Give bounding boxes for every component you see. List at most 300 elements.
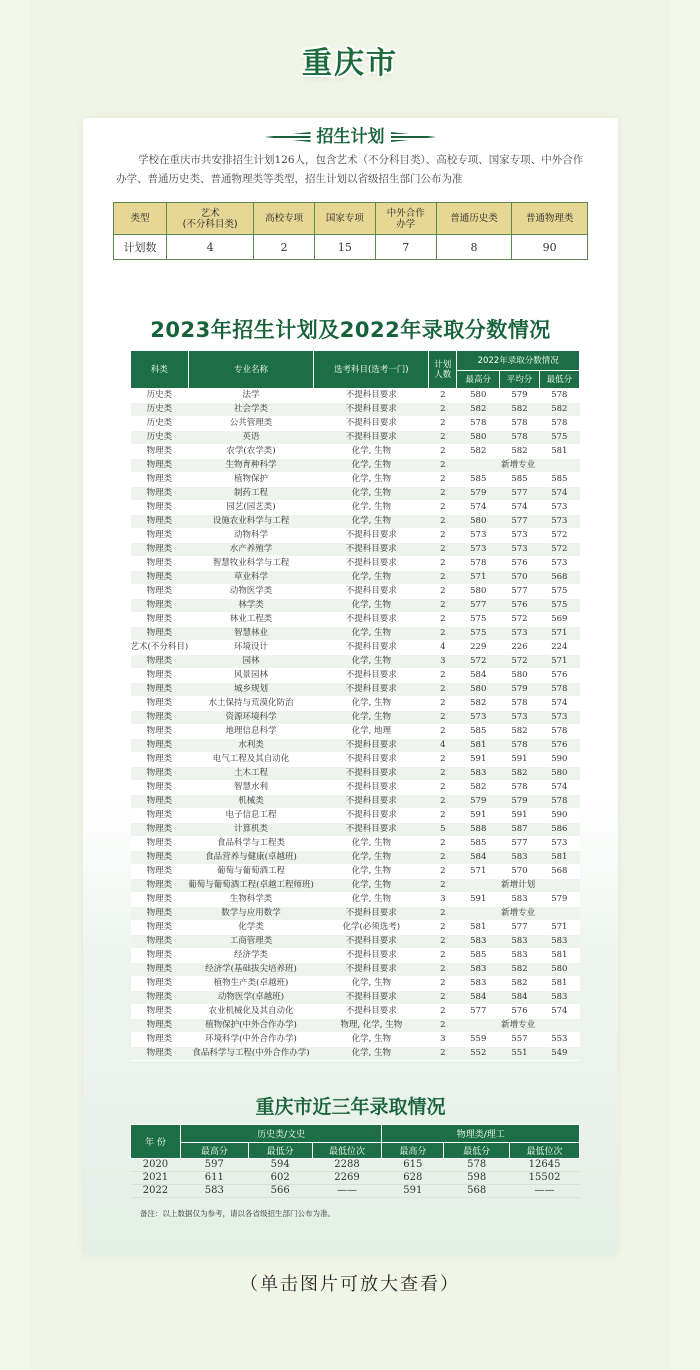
row-subjects: 化学, 生物: [314, 837, 429, 851]
row-max: 580: [457, 585, 500, 599]
plan-section-title: [83, 122, 618, 147]
row-avg: 573: [500, 711, 539, 725]
row-subjects: 不提科目要求: [314, 753, 429, 767]
row-subjects: 不提科目要求: [314, 935, 429, 949]
row-avg: 582: [500, 403, 539, 417]
major-section-title: 2023年招生计划及2022年录取分数情况: [150, 318, 551, 342]
row-plan: 2: [429, 501, 457, 515]
row-category: 物理类: [131, 473, 189, 487]
recent-table: [130, 1124, 580, 1198]
row-avg: 578: [500, 697, 539, 711]
row-max: 573: [457, 529, 500, 543]
row-max: 582: [457, 781, 500, 795]
row-major: 设施农业科学与工程: [188, 515, 314, 529]
row-max: 559: [457, 1033, 500, 1047]
row-category: 物理类: [131, 851, 189, 865]
row-category: 物理类: [131, 697, 189, 711]
row-max: 574: [457, 501, 500, 515]
recent-year: 2022: [131, 1185, 181, 1198]
row-major: 草业科学: [188, 571, 314, 585]
row-major: 植物保护: [188, 473, 314, 487]
row-major: 食品科学与工程类: [188, 837, 314, 851]
row-min: 581: [539, 851, 579, 865]
row-category: 物理类: [131, 627, 189, 641]
row-plan: 2: [429, 753, 457, 767]
recent-value: 578: [444, 1159, 510, 1172]
row-max: 572: [457, 655, 500, 669]
row-avg: 587: [500, 823, 539, 837]
row-major: 土木工程: [188, 767, 314, 781]
row-max: 583: [457, 767, 500, 781]
row-avg: 572: [500, 655, 539, 669]
row-plan: 2: [429, 529, 457, 543]
row-avg: 582: [500, 767, 539, 781]
row-category: 物理类: [131, 963, 189, 977]
row-major: 植物生产类(卓越班): [188, 977, 314, 991]
row-min: 573: [539, 557, 579, 571]
col-subjects: 选考科目(选考一门): [314, 351, 429, 389]
row-avg: 584: [500, 991, 539, 1005]
row-max: 583: [457, 963, 500, 977]
table-row: [131, 851, 580, 865]
row-max: 582: [457, 403, 500, 417]
row-subjects: 不提科目要求: [314, 389, 429, 403]
recent-value: 568: [444, 1185, 510, 1198]
row-plan: 2: [429, 795, 457, 809]
row-major: 环境科学(中外合作办学): [188, 1033, 314, 1047]
row-category: 物理类: [131, 893, 189, 907]
row-max: 577: [457, 1005, 500, 1019]
row-max: 229: [457, 641, 500, 655]
row-avg: 591: [500, 809, 539, 823]
row-major: 机械类: [188, 795, 314, 809]
row-subjects: 化学, 生物: [314, 865, 429, 879]
row-major: 植物保护(中外合作办学): [188, 1019, 314, 1033]
row-major: 葡萄与葡萄酒工程: [188, 865, 314, 879]
row-category: 物理类: [131, 1047, 189, 1061]
row-plan: 2: [429, 669, 457, 683]
row-subjects: 不提科目要求: [314, 991, 429, 1005]
row-subjects: 化学, 生物: [314, 515, 429, 529]
row-major: 智慧牧业科学与工程: [188, 557, 314, 571]
row-plan: 2: [429, 1047, 457, 1061]
plan-header-cell: 普通历史类: [436, 203, 512, 235]
row-avg: 579: [500, 795, 539, 809]
table-row: [131, 403, 580, 417]
row-subjects: 化学, 生物: [314, 655, 429, 669]
col-max: 最高分: [457, 371, 500, 389]
row-avg: 551: [500, 1047, 539, 1061]
recent-value: 594: [248, 1159, 312, 1172]
row-min: 585: [539, 473, 579, 487]
row-subjects: 化学, 生物: [314, 711, 429, 725]
row-min: 574: [539, 781, 579, 795]
row-plan: 2: [429, 487, 457, 501]
row-category: 物理类: [131, 935, 189, 949]
recent-value: 602: [248, 1172, 312, 1185]
row-max: 585: [457, 949, 500, 963]
row-min: 553: [539, 1033, 579, 1047]
row-min: 581: [539, 977, 579, 991]
row-subjects: 化学, 生物: [314, 1033, 429, 1047]
row-max: 571: [457, 865, 500, 879]
plan-row-label: 计划数: [114, 235, 167, 260]
row-max: 584: [457, 991, 500, 1005]
plan-value-cell: 90: [512, 235, 588, 260]
row-min: 573: [539, 711, 579, 725]
row-subjects: 化学(必须选考): [314, 921, 429, 935]
row-major: 英语: [188, 431, 314, 445]
row-plan: 2: [429, 683, 457, 697]
row-plan: 2: [429, 599, 457, 613]
row-category: 物理类: [131, 739, 189, 753]
row-plan: 2: [429, 1005, 457, 1019]
row-category: 物理类: [131, 487, 189, 501]
row-category: 历史类: [131, 417, 189, 431]
row-category: 物理类: [131, 445, 189, 459]
row-max: 580: [457, 389, 500, 403]
row-major: 数学与应用数学: [188, 907, 314, 921]
row-avg: 577: [500, 921, 539, 935]
row-major: 资源环境科学: [188, 711, 314, 725]
table-row: [131, 1033, 580, 1047]
title-decoration-right: [391, 132, 437, 142]
row-category: 物理类: [131, 907, 189, 921]
plan-value-cell: 8: [436, 235, 512, 260]
row-min: 578: [539, 795, 579, 809]
row-major: 计算机类: [188, 823, 314, 837]
recent-subheader: 最高分: [180, 1143, 248, 1159]
row-major: 水土保持与荒漠化防治: [188, 697, 314, 711]
table-row: [131, 879, 580, 893]
row-remark: 新增专业: [457, 907, 580, 921]
row-major: 食品营养与健康(卓越班): [188, 851, 314, 865]
row-avg: 578: [500, 739, 539, 753]
row-max: 580: [457, 515, 500, 529]
enlarge-hint[interactable]: （单击图片可放大查看）: [240, 1274, 460, 1295]
col-physics-group: 物理类/理工: [382, 1125, 580, 1143]
row-plan: 2: [429, 851, 457, 865]
table-row: [131, 963, 580, 977]
row-min: 590: [539, 809, 579, 823]
row-plan: 5: [429, 823, 457, 837]
row-avg: 585: [500, 473, 539, 487]
row-plan: 4: [429, 739, 457, 753]
row-plan: 2: [429, 711, 457, 725]
row-major: 地理信息科学: [188, 725, 314, 739]
row-max: 588: [457, 823, 500, 837]
row-category: 物理类: [131, 613, 189, 627]
row-plan: 2: [429, 921, 457, 935]
recent-value: 591: [382, 1185, 444, 1198]
table-row: [131, 949, 580, 963]
row-max: 575: [457, 613, 500, 627]
row-avg: 582: [500, 725, 539, 739]
table-row: [131, 431, 580, 445]
table-row: [131, 921, 580, 935]
row-major: 葡萄与葡萄酒工程(卓越工程师班): [188, 879, 314, 893]
row-major: 林学类: [188, 599, 314, 613]
row-major: 智慧水利: [188, 781, 314, 795]
col-plan: [429, 351, 457, 389]
row-min: 583: [539, 991, 579, 1005]
row-min: 571: [539, 655, 579, 669]
row-major: 园林: [188, 655, 314, 669]
recent-year: 2021: [131, 1172, 181, 1185]
col-history-group: 历史类/文史: [180, 1125, 382, 1143]
row-avg: 582: [500, 963, 539, 977]
recent-value: 597: [180, 1159, 248, 1172]
table-row: [131, 599, 580, 613]
row-avg: 570: [500, 571, 539, 585]
row-subjects: 不提科目要求: [314, 767, 429, 781]
row-min: 581: [539, 445, 579, 459]
row-major: 生物育种科学: [188, 459, 314, 473]
row-category: 物理类: [131, 781, 189, 795]
row-max: 552: [457, 1047, 500, 1061]
row-max: 591: [457, 809, 500, 823]
row-major: 社会学类: [188, 403, 314, 417]
recent-subheader: 最低分: [444, 1143, 510, 1159]
row-subjects: 化学, 生物: [314, 893, 429, 907]
row-min: 571: [539, 921, 579, 935]
row-min: 586: [539, 823, 579, 837]
recent-value: 15502: [510, 1172, 580, 1185]
row-avg: 578: [500, 417, 539, 431]
table-row: [131, 487, 580, 501]
row-avg: 573: [500, 627, 539, 641]
row-min: 578: [539, 683, 579, 697]
row-min: 576: [539, 669, 579, 683]
row-min: 578: [539, 725, 579, 739]
row-plan: 2: [429, 865, 457, 879]
row-category: 物理类: [131, 977, 189, 991]
row-subjects: 不提科目要求: [314, 1005, 429, 1019]
row-avg: 577: [500, 585, 539, 599]
row-min: 568: [539, 865, 579, 879]
row-plan: 2: [429, 725, 457, 739]
row-category: 历史类: [131, 389, 189, 403]
row-plan: 2: [429, 991, 457, 1005]
row-avg: 574: [500, 501, 539, 515]
table-row: [131, 669, 580, 683]
row-avg: 572: [500, 613, 539, 627]
table-row: [131, 1185, 580, 1198]
plan-title-text: 招生计划: [316, 127, 385, 147]
row-major: 园艺(园艺类): [188, 501, 314, 515]
row-subjects: 不提科目要求: [314, 781, 429, 795]
table-row: [131, 767, 580, 781]
plan-header-cell: 普通物理类: [512, 203, 588, 235]
table-row: [131, 865, 580, 879]
row-min: 575: [539, 599, 579, 613]
table-row: [131, 389, 580, 403]
row-max: 585: [457, 837, 500, 851]
row-avg: 582: [500, 445, 539, 459]
recent-section-title: 重庆市近三年录取情况: [255, 1096, 446, 1118]
row-subjects: 化学, 生物: [314, 977, 429, 991]
row-plan: 2: [429, 403, 457, 417]
row-subjects: 不提科目要求: [314, 641, 429, 655]
row-max: 591: [457, 753, 500, 767]
row-plan: 2: [429, 417, 457, 431]
row-subjects: 不提科目要求: [314, 669, 429, 683]
row-plan: 2: [429, 571, 457, 585]
row-remark: 新增专业: [457, 1019, 580, 1033]
row-plan: 2: [429, 879, 457, 893]
row-plan: 2: [429, 627, 457, 641]
row-plan: 2: [429, 613, 457, 627]
row-major: 环境设计: [188, 641, 314, 655]
row-category: 物理类: [131, 837, 189, 851]
row-plan: 2: [429, 907, 457, 921]
table-row: [131, 837, 580, 851]
plan-header-cell: 艺术 (不分科目类): [167, 203, 254, 235]
row-subjects: 化学, 生物: [314, 487, 429, 501]
row-subjects: 化学, 生物: [314, 459, 429, 473]
recent-value: 611: [180, 1172, 248, 1185]
row-max: 580: [457, 683, 500, 697]
row-avg: 577: [500, 487, 539, 501]
row-min: 583: [539, 935, 579, 949]
row-major: 风景园林: [188, 669, 314, 683]
row-major: 动物科学: [188, 529, 314, 543]
row-min: 590: [539, 753, 579, 767]
table-row: [131, 739, 580, 753]
row-max: 580: [457, 431, 500, 445]
row-min: 573: [539, 837, 579, 851]
row-subjects: 化学, 生物: [314, 599, 429, 613]
table-row: [131, 417, 580, 431]
row-max: 584: [457, 851, 500, 865]
row-plan: 2: [429, 935, 457, 949]
col-category: 科类: [131, 351, 189, 389]
row-plan: 2: [429, 963, 457, 977]
row-max: 578: [457, 417, 500, 431]
row-major: 法学: [188, 389, 314, 403]
row-subjects: 不提科目要求: [314, 949, 429, 963]
recent-value: 2269: [312, 1172, 382, 1185]
row-category: 物理类: [131, 725, 189, 739]
row-subjects: 不提科目要求: [314, 417, 429, 431]
row-subjects: 化学, 生物: [314, 571, 429, 585]
row-max: 579: [457, 487, 500, 501]
row-major: 电气工程及其自动化: [188, 753, 314, 767]
row-max: 591: [457, 893, 500, 907]
row-avg: 557: [500, 1033, 539, 1047]
recent-value: 628: [382, 1172, 444, 1185]
row-subjects: 不提科目要求: [314, 809, 429, 823]
recent-subheader: 最低分: [248, 1143, 312, 1159]
table-row: [131, 977, 580, 991]
row-min: 573: [539, 515, 579, 529]
row-subjects: 化学, 生物: [314, 851, 429, 865]
row-min: 568: [539, 571, 579, 585]
row-category: 物理类: [131, 711, 189, 725]
plan-value-cell: 15: [315, 235, 376, 260]
row-avg: 583: [500, 893, 539, 907]
table-row: [131, 655, 580, 669]
row-subjects: 不提科目要求: [314, 739, 429, 753]
table-row: [131, 683, 580, 697]
table-row: [131, 935, 580, 949]
row-min: 574: [539, 487, 579, 501]
table-row: [131, 809, 580, 823]
row-category: 物理类: [131, 753, 189, 767]
table-row: [131, 753, 580, 767]
table-row: [131, 991, 580, 1005]
row-avg: 578: [500, 781, 539, 795]
row-min: 571: [539, 627, 579, 641]
recent-subheader: 最低位次: [510, 1143, 580, 1159]
row-major: 水利类: [188, 739, 314, 753]
row-major: 制药工程: [188, 487, 314, 501]
row-min: 580: [539, 963, 579, 977]
row-subjects: 化学, 生物: [314, 445, 429, 459]
row-subjects: 物理, 化学, 生物: [314, 1019, 429, 1033]
row-subjects: 不提科目要求: [314, 529, 429, 543]
row-category: 物理类: [131, 1005, 189, 1019]
recent-value: ——: [510, 1185, 580, 1198]
row-max: 575: [457, 627, 500, 641]
row-category: 物理类: [131, 543, 189, 557]
row-subjects: 不提科目要求: [314, 795, 429, 809]
row-min: 582: [539, 403, 579, 417]
row-category: 物理类: [131, 767, 189, 781]
row-max: 571: [457, 571, 500, 585]
row-min: 574: [539, 1005, 579, 1019]
row-category: 物理类: [131, 823, 189, 837]
row-category: 物理类: [131, 585, 189, 599]
row-subjects: 化学, 生物: [314, 697, 429, 711]
row-plan: 2: [429, 431, 457, 445]
row-major: 食品科学与工程(中外合作办学): [188, 1047, 314, 1061]
table-row: [131, 445, 580, 459]
row-plan: 2: [429, 977, 457, 991]
row-category: 物理类: [131, 921, 189, 935]
table-row: [131, 1172, 580, 1185]
row-avg: 573: [500, 543, 539, 557]
row-major: 生物科学类: [188, 893, 314, 907]
row-min: 581: [539, 949, 579, 963]
col-major: 专业名称: [188, 351, 314, 389]
row-avg: 582: [500, 977, 539, 991]
row-plan: 2: [429, 697, 457, 711]
recent-value: 566: [248, 1185, 312, 1198]
table-row: [131, 473, 580, 487]
table-row: [131, 697, 580, 711]
row-remark: 新增计划: [457, 879, 580, 893]
row-min: 575: [539, 585, 579, 599]
recent-value: 598: [444, 1172, 510, 1185]
major-score-table: [130, 350, 580, 1061]
row-plan: 2: [429, 767, 457, 781]
row-max: 581: [457, 921, 500, 935]
row-avg: 583: [500, 949, 539, 963]
row-avg: 576: [500, 599, 539, 613]
plan-value-cell: 7: [375, 235, 436, 260]
recent-value: 12645: [510, 1159, 580, 1172]
table-row: [131, 557, 580, 571]
row-min: 224: [539, 641, 579, 655]
row-avg: 570: [500, 865, 539, 879]
row-max: 585: [457, 725, 500, 739]
row-category: 物理类: [131, 515, 189, 529]
row-category: 物理类: [131, 571, 189, 585]
row-min: 575: [539, 431, 579, 445]
row-min: 574: [539, 697, 579, 711]
col-score-group: 2022年录取分数情况: [457, 351, 580, 371]
